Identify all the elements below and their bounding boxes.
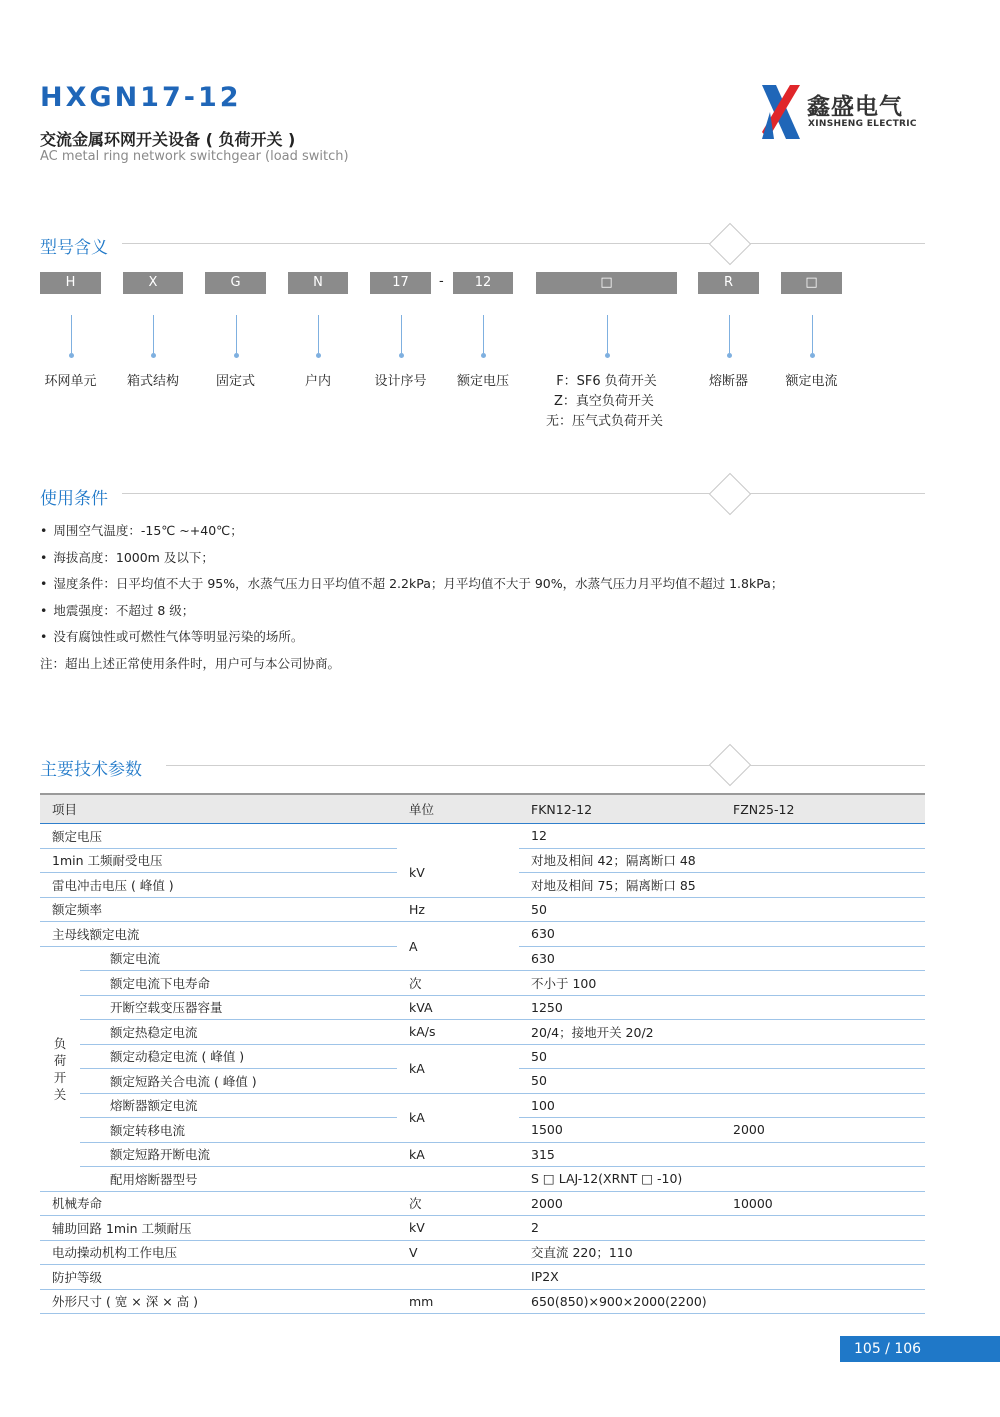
bullet-icon: •	[40, 576, 48, 592]
group-label-char: 荷	[53, 1052, 67, 1068]
cell-fkn: 对地及相间 42；隔离断口 48	[519, 848, 721, 873]
condition-item	[40, 548, 214, 566]
cell-fzn: 10000	[721, 1191, 925, 1216]
cell-fkn: 50	[519, 897, 721, 922]
cell-fkn: 1500	[519, 1118, 721, 1143]
cell-fkn: S □ LAJ-12(XRNT □ -10)	[519, 1167, 721, 1192]
cell-unit	[397, 1167, 519, 1192]
model-dash: -	[439, 274, 444, 289]
cell-fzn	[721, 1289, 925, 1314]
cell-fkn: 630	[519, 922, 721, 947]
cell-unit: V	[397, 1240, 519, 1265]
cell-fkn: 不小于 100	[519, 971, 721, 996]
cell-fzn	[721, 946, 925, 971]
model-code-label: 固定式	[215, 374, 255, 389]
connector-dot	[481, 353, 486, 358]
section-divider	[166, 765, 925, 766]
cell-item: 额定频率	[40, 897, 397, 922]
logo-x-icon	[760, 82, 806, 142]
table-header-unit: 单位	[397, 794, 519, 824]
cell-fkn: 1250	[519, 995, 721, 1020]
cell-item: 额定电流下电寿命	[80, 971, 397, 996]
table-row	[40, 1093, 925, 1118]
model-code-label-extra: 无：压气式负荷开关	[546, 414, 664, 429]
model-code-label: 户内	[304, 374, 331, 389]
table-header-fkn: FKN12-12	[519, 794, 721, 824]
cell-unit: kA	[397, 1093, 519, 1142]
connector-line	[812, 315, 813, 353]
cell-fkn: 50	[519, 1069, 721, 1094]
condition-item	[40, 601, 194, 619]
cell-item: 额定短路开断电流	[80, 1142, 397, 1167]
model-code-box: H	[40, 272, 101, 294]
section-title-conditions: 使用条件	[40, 489, 108, 509]
group-label-load-switch	[40, 946, 80, 1191]
section-title-model: 型号含义	[40, 238, 108, 258]
cell-item: 雷电冲击电压 ( 峰值 )	[40, 873, 397, 898]
table-row	[40, 922, 925, 947]
table-row	[40, 824, 925, 849]
table-row	[40, 1191, 925, 1216]
group-label-char: 负	[53, 1035, 67, 1051]
model-code-box: □	[781, 272, 842, 294]
bullet-icon: •	[40, 629, 48, 645]
table-header-item: 项目	[40, 794, 397, 824]
cell-fkn: 对地及相间 75；隔离断口 85	[519, 873, 721, 898]
connector-line	[483, 315, 484, 353]
cell-item: 配用熔断器型号	[80, 1167, 397, 1192]
condition-item	[40, 627, 303, 645]
diamond-ornament-icon	[709, 473, 751, 515]
table-row	[40, 1216, 925, 1241]
table-row	[40, 1289, 925, 1314]
bullet-icon: •	[40, 602, 48, 618]
cell-item: 1min 工频耐受电压	[40, 848, 397, 873]
technical-parameters-table	[40, 793, 925, 1314]
connector-line	[153, 315, 154, 353]
cell-unit: mm	[397, 1289, 519, 1314]
cell-fkn: 交直流 220；110	[519, 1240, 721, 1265]
cell-item: 额定电流	[80, 946, 397, 971]
cell-fkn: 315	[519, 1142, 721, 1167]
condition-text: 没有腐蚀性或可燃性气体等明显污染的场所。	[53, 629, 304, 645]
cell-unit: kA/s	[397, 1020, 519, 1045]
cell-unit: Hz	[397, 897, 519, 922]
cell-fzn	[721, 971, 925, 996]
model-code-box: X	[123, 272, 183, 294]
cell-item: 开断空载变压器容量	[80, 995, 397, 1020]
cell-unit: kVA	[397, 995, 519, 1020]
company-logo	[760, 82, 930, 142]
connector-dot	[727, 353, 732, 358]
cell-fzn: 2000	[721, 1118, 925, 1143]
cell-fzn	[721, 1093, 925, 1118]
cell-fzn	[721, 1265, 925, 1290]
bullet-icon: •	[40, 549, 48, 565]
cell-fzn	[721, 922, 925, 947]
cell-item: 电动操动机构工作电压	[40, 1240, 397, 1265]
condition-text: 湿度条件：日平均值不大于 95%，水蒸气压力日平均值不超 2.2kPa；月平均值不大于 90%，水蒸气压力月平均值不超过 1.8kPa；	[53, 576, 784, 592]
cell-fzn	[721, 1216, 925, 1241]
model-code-box: □	[536, 272, 677, 294]
table-row	[40, 1167, 925, 1192]
model-code-label: 额定电流	[785, 374, 838, 389]
group-label-char: 开	[53, 1069, 67, 1085]
cell-unit	[397, 1265, 519, 1290]
table-row	[40, 848, 925, 873]
cell-fkn: 630	[519, 946, 721, 971]
cell-fzn	[721, 897, 925, 922]
cell-fkn: 12	[519, 824, 721, 849]
cell-fzn	[721, 1044, 925, 1069]
cell-item: 辅助回路 1min 工频耐压	[40, 1216, 397, 1241]
table-row	[40, 1240, 925, 1265]
table-row	[40, 1020, 925, 1045]
page-number: 105 / 106	[840, 1336, 1000, 1362]
cell-fzn	[721, 824, 925, 849]
cell-unit	[397, 824, 519, 849]
connector-dot	[316, 353, 321, 358]
cell-fkn: 2	[519, 1216, 721, 1241]
model-code-label: 熔断器	[708, 374, 748, 389]
connector-line	[318, 315, 319, 353]
cell-fzn	[721, 1020, 925, 1045]
cell-unit: kV	[397, 848, 519, 897]
logo-text-en: XINSHENG ELECTRIC	[808, 119, 917, 129]
condition-text: 海拔高度：1000m 及以下；	[53, 549, 214, 565]
connector-dot	[810, 353, 815, 358]
table-row	[40, 995, 925, 1020]
cell-item: 外形尺寸 ( 宽 × 深 × 高 )	[40, 1289, 397, 1314]
table-row	[40, 1265, 925, 1290]
cell-fzn	[721, 1069, 925, 1094]
conditions-note: 注：超出上述正常使用条件时，用户可与本公司协商。	[40, 656, 341, 671]
section-divider	[122, 493, 925, 494]
cell-unit: kA	[397, 1044, 519, 1093]
page-title-cn: 交流金属环网开关设备 ( 负荷开关 )	[40, 130, 296, 149]
cell-fzn	[721, 848, 925, 873]
bullet-icon: •	[40, 523, 48, 538]
cell-fzn	[721, 1142, 925, 1167]
connector-dot	[605, 353, 610, 358]
model-code-label: 设计序号	[374, 374, 427, 389]
product-code-title: HXGN17-12	[40, 82, 242, 113]
cell-item: 熔断器额定电流	[80, 1093, 397, 1118]
connector-line	[729, 315, 730, 353]
diamond-ornament-icon	[709, 223, 751, 265]
connector-line	[236, 315, 237, 353]
section-divider	[122, 243, 925, 244]
cell-item: 额定动稳定电流 ( 峰值 )	[80, 1044, 397, 1069]
cell-fkn: 50	[519, 1044, 721, 1069]
cell-unit: 次	[397, 1191, 519, 1216]
connector-line	[607, 315, 608, 353]
section-title-parameters: 主要技术参数	[40, 760, 142, 780]
connector-line	[401, 315, 402, 353]
table-row	[40, 971, 925, 996]
cell-item: 防护等级	[40, 1265, 397, 1290]
connector-dot	[151, 353, 156, 358]
condition-text: 周围空气温度：-15℃ ~+40℃；	[53, 523, 243, 538]
cell-unit: A	[397, 922, 519, 971]
cell-item: 额定电压	[40, 824, 397, 849]
table-header-row	[40, 794, 925, 824]
connector-dot	[399, 353, 404, 358]
model-code-box: G	[205, 272, 266, 294]
cell-fzn	[721, 1167, 925, 1192]
cell-item: 机械寿命	[40, 1191, 397, 1216]
connector-line	[71, 315, 72, 353]
model-code-label: 额定电压	[456, 374, 509, 389]
cell-fkn: 2000	[519, 1191, 721, 1216]
cell-item: 额定短路关合电流 ( 峰值 )	[80, 1069, 397, 1094]
cell-unit: kV	[397, 1216, 519, 1241]
diamond-ornament-icon	[709, 744, 751, 786]
cell-fzn	[721, 1240, 925, 1265]
cell-fzn	[721, 873, 925, 898]
model-code-label-extra: Z：真空负荷开关	[554, 394, 654, 409]
model-code-box: N	[288, 272, 348, 294]
table-header-fzn: FZN25-12	[721, 794, 925, 824]
cell-unit: kA	[397, 1142, 519, 1167]
cell-fkn: 650(850)×900×2000(2200)	[519, 1289, 721, 1314]
model-code-label: 环网单元	[44, 374, 97, 389]
cell-item: 主母线额定电流	[40, 922, 397, 947]
condition-item	[40, 521, 243, 539]
cell-fkn: IP2X	[519, 1265, 721, 1290]
table-row	[40, 1142, 925, 1167]
table-row	[40, 1044, 925, 1069]
model-code-box: R	[698, 272, 759, 294]
condition-text: 地震强度：不超过 8 级；	[53, 602, 195, 618]
group-label-char: 关	[53, 1086, 67, 1102]
table-row	[40, 897, 925, 922]
cell-unit: 次	[397, 971, 519, 996]
connector-dot	[234, 353, 239, 358]
model-code-label: 箱式结构	[126, 374, 179, 389]
cell-fkn: 20/4；接地开关 20/2	[519, 1020, 721, 1045]
cell-fzn	[721, 995, 925, 1020]
connector-dot	[69, 353, 74, 358]
cell-fkn: 100	[519, 1093, 721, 1118]
cell-item: 额定热稳定电流	[80, 1020, 397, 1045]
condition-item	[40, 574, 783, 592]
model-code-box: 17	[370, 272, 431, 294]
model-code-box: 12	[453, 272, 513, 294]
page-title-en: AC metal ring network switchgear (load switch)	[40, 149, 349, 164]
model-code-label: F：SF6 负荷开关	[556, 374, 657, 389]
logo-text-cn: 鑫盛电气	[807, 94, 903, 120]
cell-item: 额定转移电流	[80, 1118, 397, 1143]
